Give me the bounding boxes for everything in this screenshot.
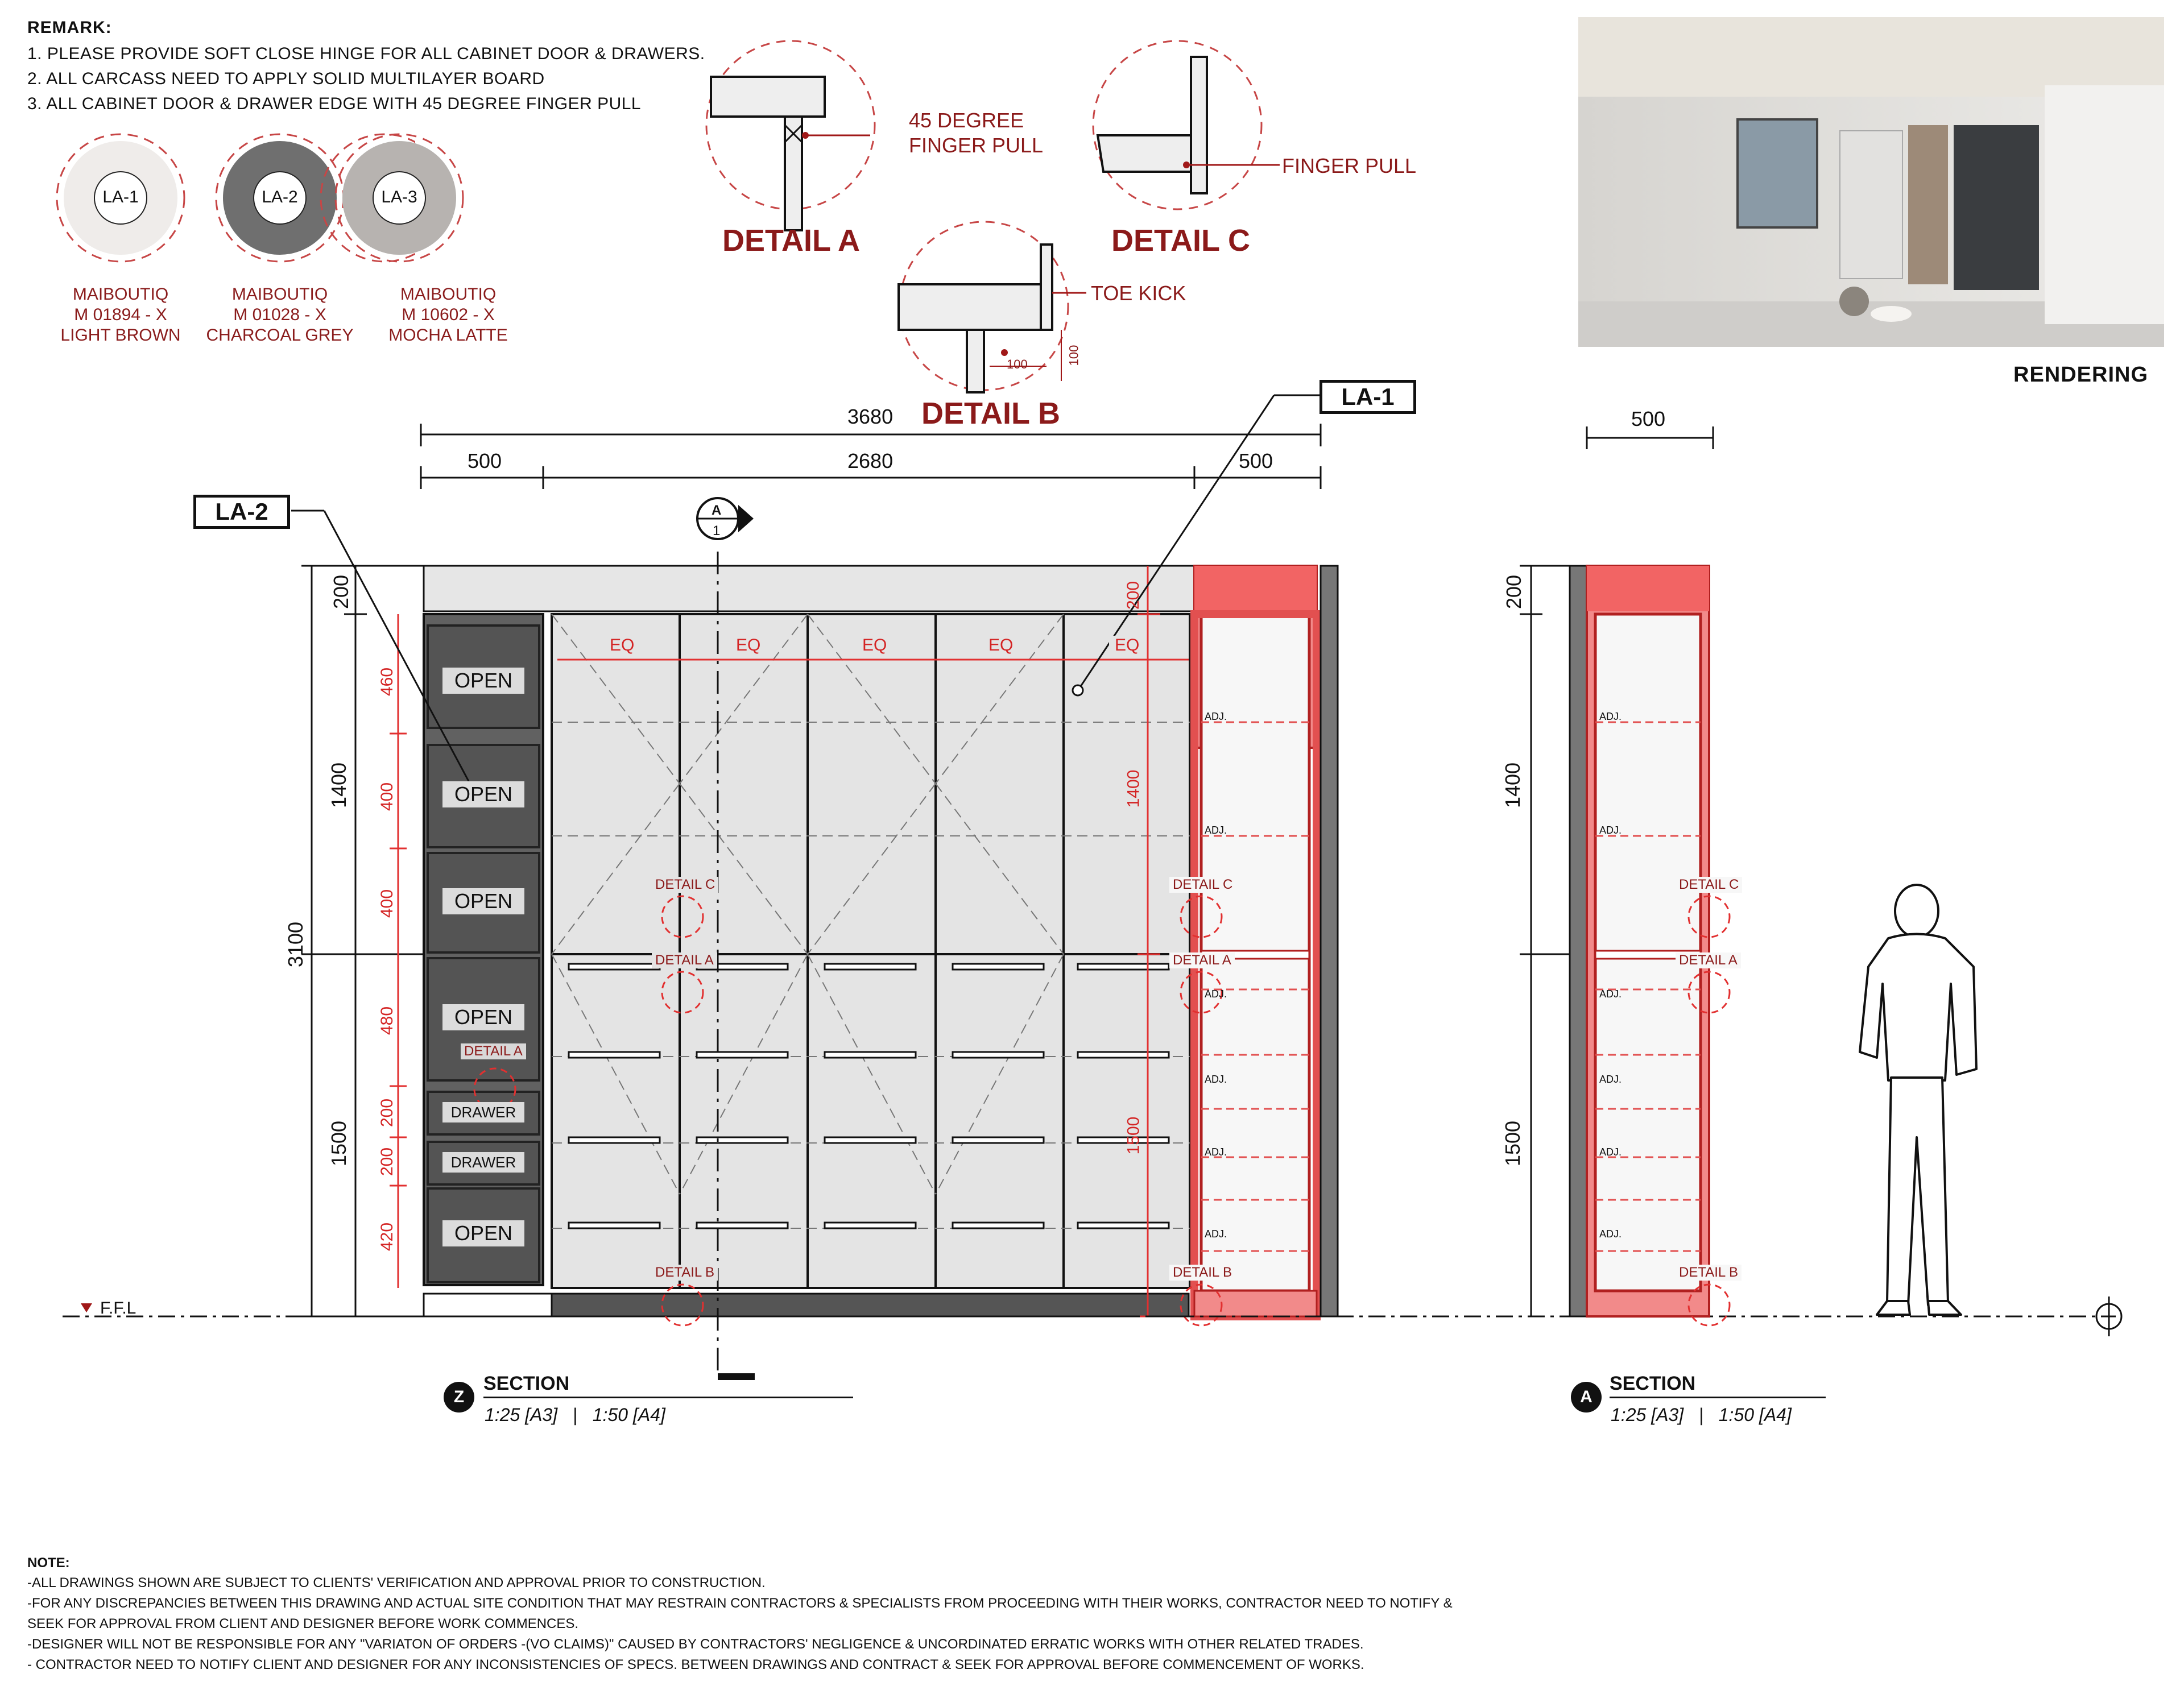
adj-label: ADJ. <box>1205 711 1227 722</box>
eq-label-3: EQ <box>857 636 892 655</box>
detail-b-callout-2: DETAIL B <box>1169 1265 1235 1281</box>
open-label-3: OPEN <box>442 888 524 914</box>
detail-c-callout-2: DETAIL C <box>1169 877 1236 893</box>
total-height-label: 3100 <box>284 921 308 968</box>
height-top-label: 200 <box>329 574 353 610</box>
adj-label: ADJ. <box>1205 1074 1227 1085</box>
adj-label-side: ADJ. <box>1599 988 1622 1000</box>
section-marker-letter: A <box>712 503 722 518</box>
section-a-underline <box>1610 1397 1826 1398</box>
section-z-scale: 1:25 [A3] | 1:50 [A4] <box>485 1405 665 1425</box>
eq-label-2: EQ <box>730 636 766 655</box>
note-line-5: - CONTRACTOR NEED TO NOTIFY CLIENT AND DESIGNER FOR ANY INCONSISTENCIES OF SPECS. BETWEEN DRAWINGS AND CONTRACT & SEEK FOR APPROVAL BEFORE COMMENCEMENT OF WORKS. <box>27 1657 1364 1672</box>
section-a-scale: 1:25 [A3] | 1:50 [A4] <box>1611 1405 1792 1425</box>
detail-a-label-2: FINGER PULL <box>909 134 1044 157</box>
adj-label-side: ADJ. <box>1599 1146 1622 1158</box>
adj-label-side: ADJ. <box>1599 1228 1622 1240</box>
detail-c-callout-side: DETAIL C <box>1676 877 1742 893</box>
side-height-top: 200 <box>1502 574 1526 610</box>
detail-a-title: DETAIL A <box>722 223 860 258</box>
height-upper-label: 1400 <box>327 762 351 809</box>
detail-b-callout-1: DETAIL B <box>652 1265 718 1281</box>
left-height-7: 420 <box>378 1222 397 1252</box>
open-label-1: OPEN <box>442 668 524 694</box>
overall-width-label: 3680 <box>847 405 894 428</box>
tag-la2: LA-2 <box>193 495 290 529</box>
width-middle-label: 2680 <box>847 449 894 473</box>
material-brand: MAIBOUTIQ <box>231 285 328 304</box>
section-a-badge: A <box>1571 1382 1602 1413</box>
material-name: LIGHT BROWN <box>60 326 181 345</box>
open-label-2: OPEN <box>442 781 524 807</box>
adj-label: ADJ. <box>1205 988 1227 1000</box>
detail-c-callout-1: DETAIL C <box>652 877 718 893</box>
ffl-marker <box>81 1303 92 1312</box>
detail-b-callout-side: DETAIL B <box>1676 1265 1742 1281</box>
material-ref: M 10602 - X <box>402 305 495 324</box>
adj-label: ADJ. <box>1205 1228 1227 1240</box>
note-line-1: -ALL DRAWINGS SHOWN ARE SUBJECT TO CLIENTS' VERIFICATION AND APPROVAL PRIOR TO CONSTRUCTION. <box>27 1575 766 1590</box>
material-name: CHARCOAL GREY <box>206 326 354 345</box>
side-height-lower: 1500 <box>1501 1120 1525 1167</box>
open-label-4: OPEN <box>442 1004 524 1030</box>
detail-b-title: DETAIL B <box>921 396 1061 430</box>
left-dimension-lines <box>301 566 424 1316</box>
remark-line-1: 1. PLEASE PROVIDE SOFT CLOSE HINGE FOR ALL CABINET DOOR & DRAWERS. <box>27 44 705 63</box>
adj-label-side: ADJ. <box>1599 1074 1622 1085</box>
ffl-label: F.F.L <box>100 1299 136 1318</box>
adj-label: ADJ. <box>1205 825 1227 836</box>
eq-label-4: EQ <box>983 636 1019 655</box>
material-name: MOCHA LATTE <box>388 326 508 345</box>
swatch-code-la3: LA-3 <box>381 188 417 206</box>
section-z-underline <box>483 1397 853 1398</box>
left-height-3: 400 <box>378 889 397 918</box>
section-z-badge: Z <box>444 1382 474 1413</box>
note-title: NOTE: <box>27 1555 70 1571</box>
section-a-title: SECTION <box>1610 1373 1696 1394</box>
adj-label: ADJ. <box>1205 1146 1227 1158</box>
material-brand: MAIBOUTIQ <box>400 285 497 304</box>
detail-c-title: DETAIL C <box>1111 223 1251 258</box>
detail-b-dim-h: 100 <box>1007 357 1028 371</box>
red-dim-middle: 1400 <box>1124 769 1143 808</box>
eq-label-5: EQ <box>1109 636 1145 655</box>
detail-c-label: FINGER PULL <box>1282 154 1417 177</box>
tag-la1: LA-1 <box>1320 380 1416 414</box>
eq-label-1: EQ <box>604 636 640 655</box>
material-ref: M 01894 - X <box>74 305 167 324</box>
detail-a-callout-side: DETAIL A <box>1676 952 1741 968</box>
left-red-dimension-lines <box>390 614 407 1288</box>
note-line-4: -DESIGNER WILL NOT BE RESPONSIBLE FOR ANY "VARIATON OF ORDERS -(VO CLAIMS)" CAUSED BY CONTRACTORS' NEGLIGENCE & UNCORDINATED ERRATIC WORKS WITH OTHER RELATED TRADES. <box>27 1637 1364 1652</box>
detail-a-label-1: 45 DEGREE <box>909 109 1024 132</box>
adj-label-side: ADJ. <box>1599 825 1622 836</box>
drawer-label-2: DRAWER <box>442 1152 524 1173</box>
remark-line-2: 2. ALL CARCASS NEED TO APPLY SOLID MULTILAYER BOARD <box>27 69 545 88</box>
section-z-title: SECTION <box>483 1373 570 1394</box>
section-marker-number: 1 <box>713 523 721 539</box>
left-height-1: 460 <box>378 667 397 697</box>
left-height-4: 480 <box>378 1006 397 1035</box>
remark-title: REMARK: <box>27 18 112 37</box>
material-brand: MAIBOUTIQ <box>72 285 169 304</box>
left-height-6: 200 <box>378 1147 397 1177</box>
open-label-5: OPEN <box>442 1220 524 1246</box>
rendering-label: RENDERING <box>2013 363 2149 387</box>
adj-label-side: ADJ. <box>1599 711 1622 722</box>
note-line-3: SEEK FOR APPROVAL FROM CLIENT AND DESIGNER BEFORE WORK COMMENCES. <box>27 1616 579 1631</box>
red-dim-top: 200 <box>1124 581 1143 610</box>
detail-a-callout-1: DETAIL A <box>652 952 717 968</box>
width-left-label: 500 <box>468 449 502 473</box>
detail-a-callout-left: DETAIL A <box>461 1043 526 1059</box>
detail-b-label: TOE KICK <box>1091 281 1186 305</box>
left-height-5: 200 <box>378 1098 397 1128</box>
side-height-upper: 1400 <box>1501 762 1525 809</box>
note-line-2: -FOR ANY DISCREPANCIES BETWEEN THIS DRAWING AND ACTUAL SITE CONDITION THAT MAY RESTRAIN CONTRACTORS & SPECIALISTS FROM PROCEEDING WITH THEIR WORKS, CONTRACTOR NEED TO NOTIFY & <box>27 1596 1453 1611</box>
remark-line-3: 3. ALL CABINET DOOR & DRAWER EDGE WITH 45 DEGREE FINGER PULL <box>27 94 642 113</box>
human-scale-figure <box>1860 885 1976 1315</box>
red-dim-bottom: 1500 <box>1124 1116 1143 1155</box>
height-lower-label: 1500 <box>327 1120 351 1167</box>
detail-b-dim-v: 100 <box>1066 345 1081 366</box>
side-width-label: 500 <box>1631 407 1666 430</box>
material-ref: M 01028 - X <box>233 305 326 324</box>
detail-a-callout-2: DETAIL A <box>1169 952 1235 968</box>
section-cut-mark <box>718 1373 755 1380</box>
width-right-label: 500 <box>1239 449 1273 473</box>
left-height-2: 400 <box>378 782 397 811</box>
swatch-code-la1: LA-1 <box>102 188 139 206</box>
drawer-label-1: DRAWER <box>442 1102 524 1122</box>
swatch-code-la2: LA-2 <box>262 188 298 206</box>
